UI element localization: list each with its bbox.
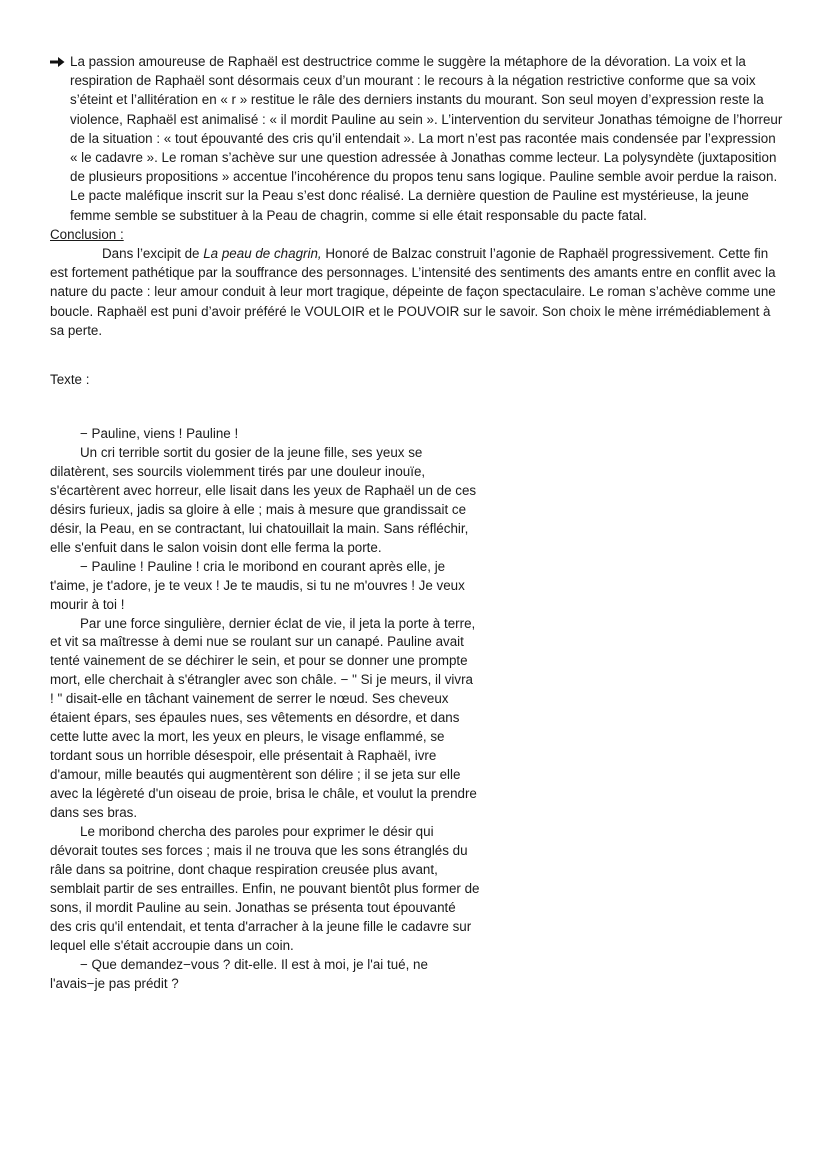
excerpt-paragraph: Le moribond chercha des paroles pour exprimer le désir qui dévorait toutes ses forces ; mais il ne trouva que les sons étranglés du râle dans sa poitrine, dont chaque respiration creusée plus avant, semblait partir de ses entrailles. Enfin, ne pouvant bientôt plus former de sons, il mordit Pauline au sein. Jonathas se présenta tout épouvanté des cris qu'il entendait, et tenta d'arracher à la jeune fille le cadavre sur lequel elle s'était accroupie dans un coin. — [50, 824, 480, 953]
analysis-paragraph — [50, 52, 785, 225]
texte-label: Texte : — [50, 372, 90, 387]
conclusion-paragraph — [50, 244, 785, 340]
excerpt-paragraph: − Que demandez−vous ? dit-elle. Il est à moi, je l'ai tué, ne l'avais−je pas prédit ? — [50, 956, 428, 991]
arrow-right-icon — [50, 52, 66, 71]
excerpt-text — [50, 425, 480, 994]
excerpt-paragraph: Un cri terrible sortit du gosier de la jeune fille, ses yeux se dilatèrent, ses sourcils violemment tirés par une douleur inouïe, s'écartèrent avec horreur, elle lisait dans les yeux de Raphaël un de ces désirs furieux, jadis sa gloire à elle ; mais à mesure que grandissait ce désir, la Peau, en se contractant, lui chatouillait la main. Sans réfléchir, elle s'enfuit dans le salon voisin dont elle ferma la porte. — [50, 444, 477, 555]
excerpt-paragraph: Par une force singulière, dernier éclat de vie, il jeta la porte à terre, et vit sa maîtresse à demi nue se roulant sur un canapé. Pauline avait tenté vainement de se déchirer le sein, et pour se donner une prompte mort, elle cherchait à s'étrangler avec son châle. − " Si je meurs, il vivra ! " disait-elle en tâchant vainement de serrer le nœud. Ses cheveux étaient épars, ses épaules nues, ses vêtements en désordre, et dans cette lutte avec la mort, les yeux en pleurs, le visage enflammé, se tordant sous un horrible désespoir, elle présentait à Raphaël, ivre d'amour, mille beautés qui augmentèrent son délire ; il se jeta sur elle avec la légèreté d'un oiseau de proie, brisa le châle, et voulut la prendre dans ses bras. — [50, 615, 477, 821]
conclusion-text-after: Honoré de Balzac construit l’agonie de Raphaël progressivement. Cette fin est fortement pathétique par la souffrance des personnages. L’intensité des sentiments des amants entre en conflit avec la nature du pacte : leur amour conduit à leur mort tragique, dépeinte de façon spectaculaire. Le roman s’achève comme une boucle. Raphaël est puni d’avoir préféré le VOULOIR et le POUVOIR sur le savoir. Son choix le mène irrémédiablement à sa perte. — [50, 246, 776, 338]
excerpt-paragraph: − Pauline, viens ! Pauline ! — [80, 426, 239, 441]
excerpt-paragraph: − Pauline ! Pauline ! cria le moribond en courant après elle, je t'aime, je t'adore, je te veux ! Je te maudis, si tu ne m'ouvres ! Je veux mourir à toi ! — [50, 558, 465, 612]
analysis-section — [50, 52, 785, 340]
conclusion-text-before: Dans l’excipit de — [102, 246, 204, 262]
book-title: La peau de chagrin, — [203, 246, 322, 262]
analysis-text: La passion amoureuse de Raphaël est destructrice comme le suggère la métaphore de la dévoration. La voix et la respiration de Raphaël sont désormais ceux d’un mourant : le recours à la négation restrictive conforme que sa voix s’éteint et l’allitération en « r » restitue le râle des derniers instants du mourant. Son seul moyen d’expression reste la violence, Raphaël est animalisé : « il mordit Pauline au sein ». L’intervention du serviteur Jonathas témoigne de l’horreur de la situation : « tout épouvanté des cris qu’il entendait ». La mort n’est pas racontée mais condensée par l’expression « le cadavre ». Le roman s’achève sur une question adressée à Jonathas comme lecteur. La polysyndète (juxtaposition de plusieurs propositions » accentue l’incohérence du propos tenu sans logique. Pauline semble avoir perdue la raison. Le pacte maléfique inscrit sur la Peau s’est donc réalisé. La dernière question de Pauline est mystérieuse, la jeune femme semble se substituer à la Peau de chagrin, comme si elle était responsable du pacte fatal. — [70, 54, 783, 223]
conclusion-heading: Conclusion : — [50, 226, 124, 242]
